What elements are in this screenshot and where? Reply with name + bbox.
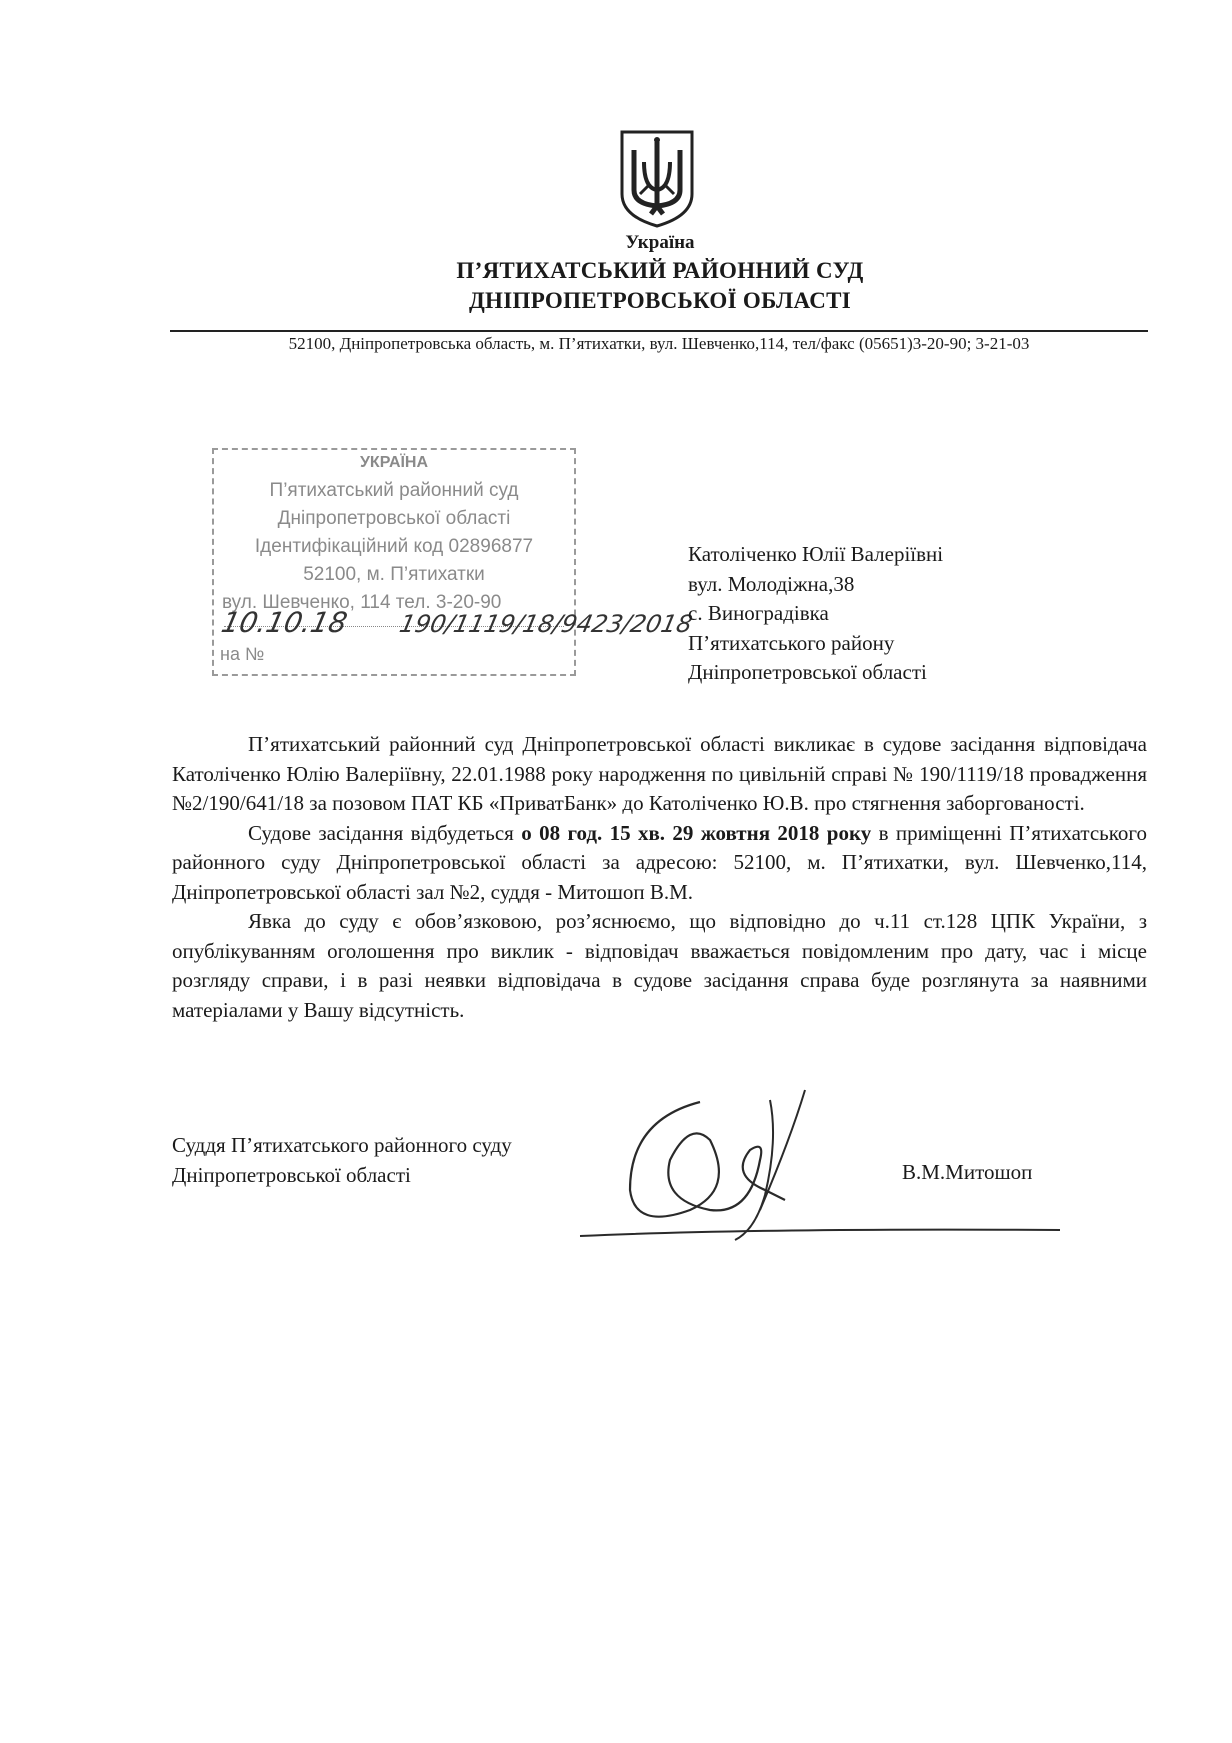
judge-title-line1: Суддя П’ятихатського районного суду (172, 1133, 512, 1157)
stamp-region-line: Дніпропетровської області (277, 508, 511, 529)
header-divider (170, 330, 1148, 332)
stamp-handwritten-number: 190/1119/18/9423/2018 (397, 610, 695, 638)
hearing-text-start: Судове засідання відбудеться (248, 820, 522, 845)
judge-title (172, 1130, 512, 1190)
stamp-handwritten-date: 10.10.18 (218, 606, 351, 639)
recipient-name: Католіченко Юлії Валеріївні (688, 542, 944, 566)
country-heading: Україна (625, 232, 695, 253)
registration-stamp (212, 448, 695, 676)
judge-name: В.М.Митошоп (902, 1160, 1033, 1184)
recipient-village: с. Виноградівка (688, 601, 829, 625)
paragraph-hearing (172, 819, 1147, 908)
stamp-code-line: Ідентифікаційний код 02896877 (254, 536, 534, 557)
court-name: П’ЯТИХАТСЬКИЙ РАЙОННИЙ СУД (456, 258, 864, 283)
stamp-title: УКРАЇНА (359, 454, 429, 471)
hearing-text-end: в приміщенні П’ятихатського районного суду Дніпропетровської області за адресою: 52100, м. П’ятихатки, вул. Шевченко,114, Дніпропетровської області зал №2, суддя - Митошоп В.М. (172, 820, 1147, 904)
judge-title-line2: Дніпропетровської області (172, 1163, 411, 1187)
stamp-na-label: на № (220, 644, 265, 664)
court-address: 52100, Дніпропетровська область, м. П’ятихатки, вул. Шевченко,114, тел/факс (05651)3-20-90; 3-21-03 (288, 334, 1030, 353)
hearing-datetime: о 08 год. 15 хв. 29 жовтня 2018 року (521, 820, 872, 845)
paragraph-summons: П’ятихатський районний суд Дніпропетровської області викликає в судове засідання відповідача Католіченко Юлію Валеріївну, 22.01.1988 року народження по цивільній справі № 190/1119/18 провадження №2/190/641/18 за позовом ПАТ КБ «ПриватБанк» до Католіченко Ю.В. про стягнення заборгованості. (172, 732, 1147, 815)
stamp-street-line: вул. Шевченко, 114 тел. 3-20-90 (222, 592, 502, 613)
coat-of-arms-icon (618, 128, 696, 230)
recipient-street: вул. Молодіжна,38 (688, 571, 855, 596)
recipient-region: Дніпропетровської області (688, 660, 927, 684)
paragraph-attendance: Явка до суду є обов’язковою, роз’яснюємо, що відповідно до ч.11 ст.128 ЦПК України, з опублікуванням оголошення про виклик - відповідач вважається повідомленим про дату, час і місце розгляду справи, і в разі неявки відповідача в судове засідання справа буде розглянута за наявними матеріалами у Вашу відсутність. (172, 909, 1147, 1022)
recipient-block (688, 540, 943, 688)
recipient-district: П’ятихатського району (688, 630, 895, 655)
court-region: ДНІПРОПЕТРОВСЬКОЇ ОБЛАСТІ (468, 288, 852, 313)
summons-body (172, 730, 1147, 1025)
stamp-court-line: П’ятихатський районний суд (269, 480, 519, 501)
stamp-city-line: 52100, м. П’ятихатки (303, 564, 485, 585)
